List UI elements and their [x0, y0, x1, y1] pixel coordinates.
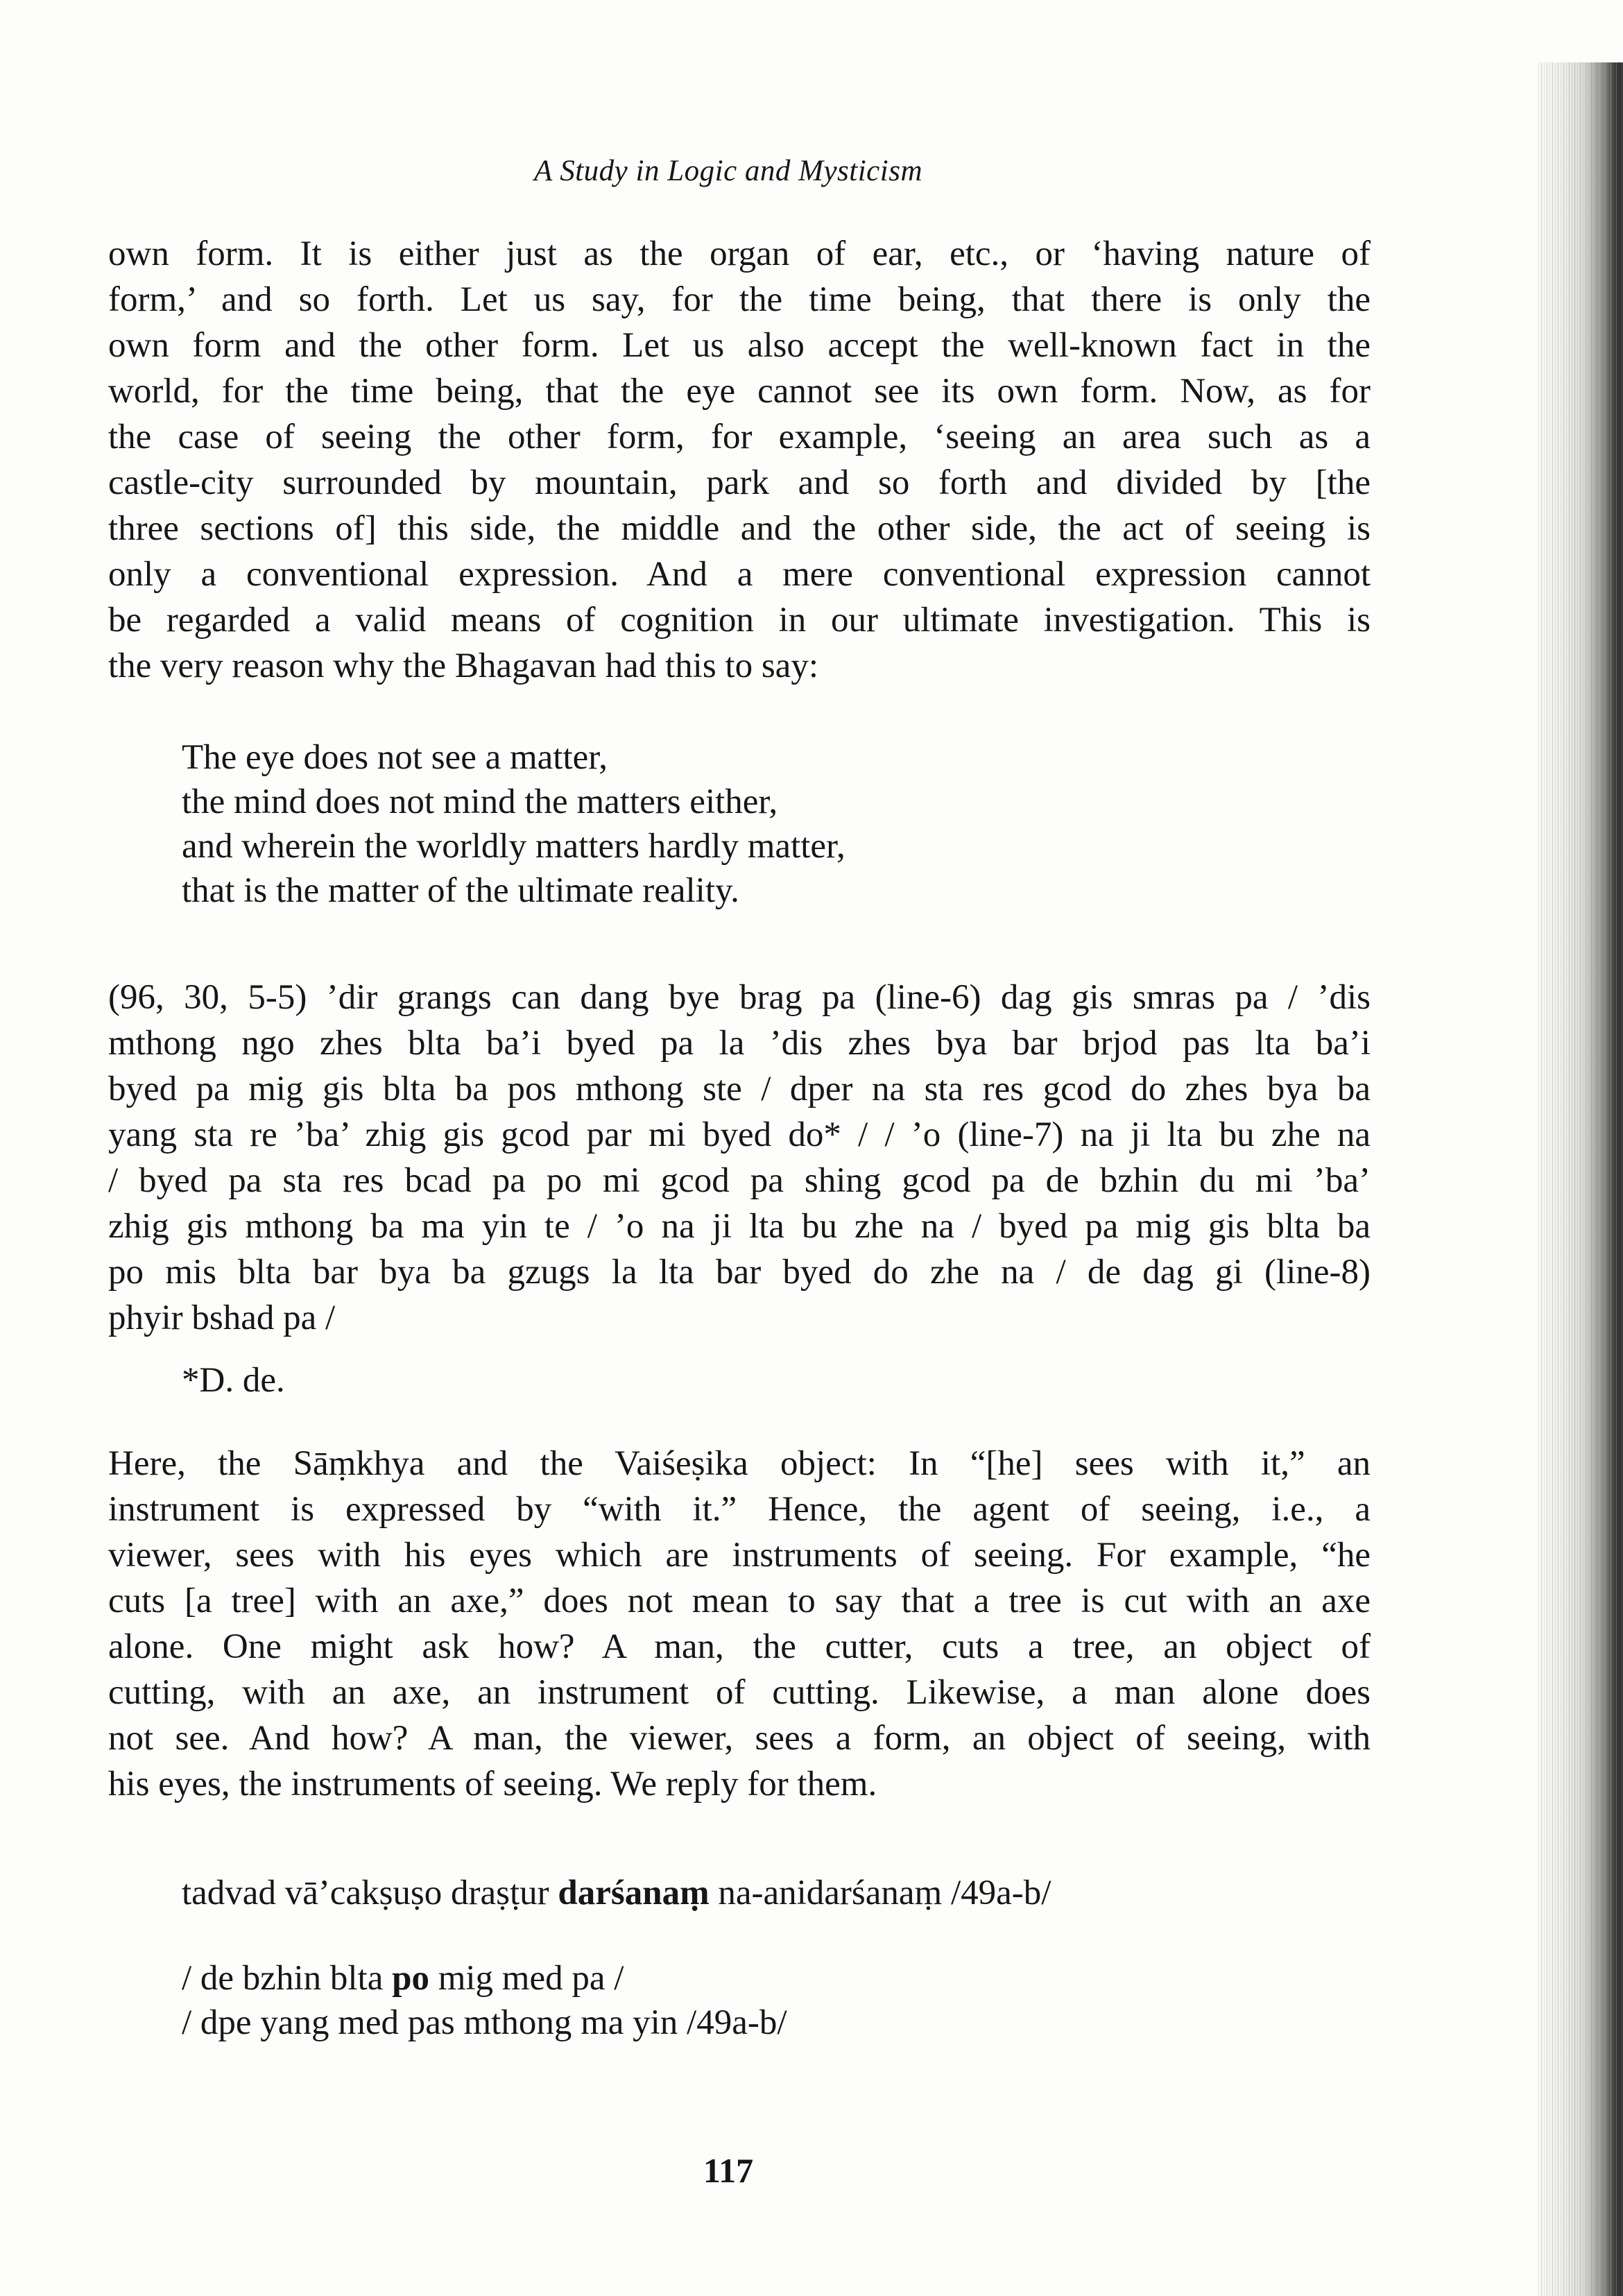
tibetan-text: mig med pa / — [429, 1959, 624, 1998]
text-line: his eyes, the instruments of seeing. We reply for them. — [108, 1765, 877, 1804]
text-line: be regarded a valid means of cognition in our ultimate investigation. This is — [108, 601, 1371, 640]
text-line: castle-city surrounded by mountain, park and so forth and divided by [the — [108, 463, 1371, 502]
verse-line: The eye does not see a matter, — [182, 738, 608, 777]
text-line: alone. One might ask how? A man, the cutter, cuts a tree, an object of — [108, 1627, 1371, 1666]
tibetan-text: / de bzhin blta — [182, 1959, 393, 1998]
verse-line — [182, 1956, 787, 2001]
text-line: yang sta re ’ba’ zhig gis gcod par mi byed do* / / ’o (line-7) na ji lta bu zhe na — [108, 1115, 1371, 1154]
verse-line: and wherein the worldly matters hardly matter, — [182, 827, 845, 866]
text-line: viewer, sees with his eyes which are instruments of seeing. For example, “he — [108, 1536, 1371, 1575]
text-line: Here, the Sāṃkhya and the Vaiśeṣika object: In “[he] sees with it,” an — [108, 1444, 1371, 1483]
text-line: the very reason why the Bhagavan had this to say: — [108, 646, 818, 685]
text-line: the case of seeing the other form, for example, ‘seeing an area such as a — [108, 418, 1371, 456]
verse-line: / dpe yang med pas mthong ma yin /49a-b/ — [182, 2003, 787, 2042]
tibetan-bold-word: po — [392, 1959, 429, 1998]
book-spine-edge — [1536, 62, 1623, 2296]
footnote: *D. de. — [182, 1361, 285, 1400]
text-line: po mis blta bar bya ba gzugs la lta bar byed do zhe na / de dag gi (line-8) — [108, 1253, 1371, 1292]
text-line: own form. It is either just as the organ of ear, etc., or ‘having nature of — [108, 234, 1371, 273]
text-line: instrument is expressed by “with it.” Hence, the agent of seeing, i.e., a — [108, 1490, 1371, 1529]
text-line: three sections of] this side, the middle and the other side, the act of seeing is — [108, 509, 1371, 548]
running-head: A Study in Logic and Mysticism — [533, 155, 923, 187]
text-line: phyir bshad pa / — [108, 1299, 336, 1337]
text-line: / byed pa sta res bcad pa po mi gcod pa shing gcod pa de bzhin du mi ’ba’ — [108, 1161, 1371, 1200]
verse-line: the mind does not mind the matters either, — [182, 782, 778, 821]
sanskrit-verse — [182, 1871, 1051, 1915]
sanskrit-text: na-anidarśanaṃ /49a-b/ — [709, 1874, 1051, 1912]
tibetan-passage — [108, 975, 1371, 1341]
paragraph-3 — [108, 1441, 1371, 1807]
paragraph-1 — [108, 231, 1371, 689]
quoted-verse — [182, 735, 845, 913]
text-line: byed pa mig gis blta ba pos mthong ste / dper na sta res gcod do zhes bya ba — [108, 1070, 1371, 1108]
text-line: form,’ and so forth. Let us say, for the time being, that there is only the — [108, 280, 1371, 319]
text-line: (96, 30, 5-5) ’dir grangs can dang bye brag pa (line-6) dag gis smras pa / ’dis — [108, 978, 1371, 1017]
text-line: mthong ngo zhes blta ba’i byed pa la ’dis zhes bya bar brjod pas lta ba’i — [108, 1024, 1371, 1063]
sanskrit-text: tadvad vā’cakṣuṣo draṣṭur — [182, 1874, 558, 1912]
page-number: 117 — [703, 2151, 754, 2190]
text-line: not see. And how? A man, the viewer, sees a form, an object of seeing, with — [108, 1719, 1371, 1758]
text-line: cuts [a tree] with an axe,” does not mean to say that a tree is cut with an axe — [108, 1582, 1371, 1620]
tibetan-verse — [182, 1956, 787, 2045]
sanskrit-bold-word: darśanaṃ — [558, 1874, 710, 1912]
text-line: world, for the time being, that the eye cannot see its own form. Now, as for — [108, 372, 1371, 411]
verse-line: that is the matter of the ultimate reality. — [182, 871, 739, 910]
text-line: own form and the other form. Let us also accept the well-known fact in the — [108, 326, 1371, 365]
text-line: only a conventional expression. And a mere conventional expression cannot — [108, 555, 1371, 594]
text-line: cutting, with an axe, an instrument of cutting. Likewise, a man alone does — [108, 1673, 1371, 1712]
text-line: zhig gis mthong ba ma yin te / ’o na ji lta bu zhe na / byed pa mig gis blta ba — [108, 1207, 1371, 1246]
